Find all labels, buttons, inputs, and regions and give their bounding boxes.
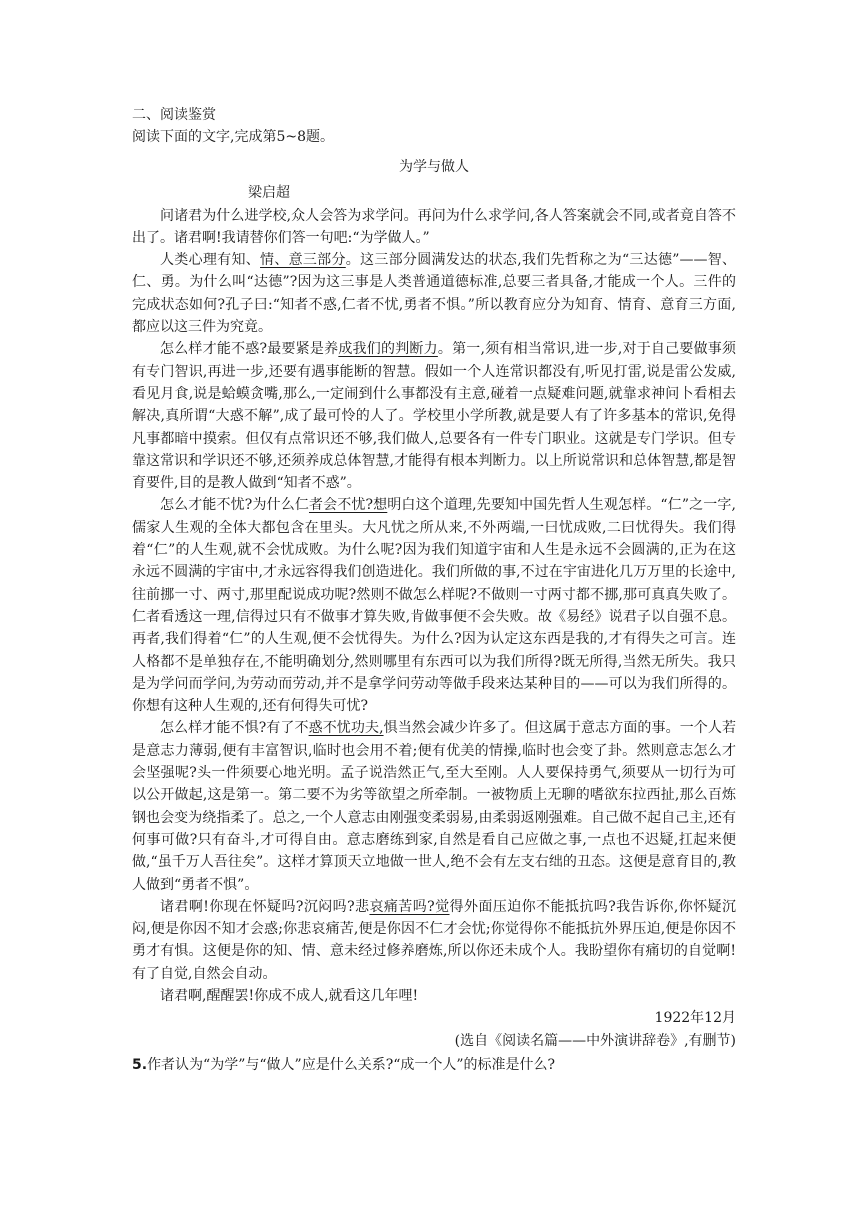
paragraph-3-part-a: 怎么样才能不惑?最要紧是养	[160, 341, 339, 358]
question-text: 作者认为“为学”与“做人”应是什么关系?“成一个人”的标准是什么?	[147, 1057, 556, 1074]
paragraph-4	[132, 494, 736, 717]
paragraph-3	[132, 338, 736, 494]
paragraph-6-part-a: 诸君啊!你现在怀疑吗?沉闷吗?悲	[160, 898, 370, 915]
paragraph-2-part-a: 人类心理有知、	[160, 252, 261, 269]
underlined-phrase: 惑不忧功夫,	[308, 720, 384, 737]
reading-page	[132, 104, 736, 1077]
paragraph-6	[132, 896, 736, 985]
underlined-phrase: 者会不忧?想	[308, 497, 388, 514]
instruction: 阅读下面的文字,完成第5~8题。	[132, 129, 334, 146]
question-number: 5.	[132, 1057, 148, 1074]
paragraph-3-part-b: 。第一,须有相当常识,进一步,对于自己要做事须有专门智识,再进一步,还要有遇事能断的智慧。假如一个人连常识都没有,听见打雷,说是雷公发威,看见月食,说是蛤蟆贪嘴,那么,一定闹到什么事都没有主意,碰着一点疑难问题,就靠求神问卜看相去解决,真所谓“大惑不解”,成了最可怜的人了。学校里小学所教,就是要人有了许多基本的常识,免得凡事都暗中摸索。但仅有点常识还不够,我们做人,总要各有一件专门职业。这就是专门学识。但专靠这常识和学识还不够,还须养成总体智慧,才能得有根本判断力。以上所说常识和总体智慧,都是智育要件,目的是教人做到“知者不惑”。	[132, 341, 737, 492]
paragraph-6-part-b: 得外面压迫你不能抵抗吗?我告诉你,你怀疑沉闷,便是你因不知才会惑;你悲哀痛苦,便是你因不仁才会忧;你觉得你不能抵抗外界压迫,便是你因不勇才有惧。这便是你的知、情、意未经过修养磨炼,所以你还未成个人。我盼望你有痛切的自觉啊!有了自觉,自然会自动。	[132, 898, 736, 982]
paragraph-4-part-a: 怎么才能不忧?为什么仁	[160, 497, 309, 514]
underlined-phrase: 情、意三部分	[260, 252, 346, 269]
paragraph-2	[132, 249, 736, 338]
underlined-phrase: 成我们的判断力	[338, 341, 438, 358]
paragraph-1: 问诸君为什么进学校,众人会答为求学问。再问为什么求学问,各人答案就会不同,或者竟自答不出了。诸君啊!我请替你们答一句吧:“为学做人。”	[132, 207, 736, 246]
question-5	[132, 1054, 736, 1077]
article-source: (选自《阅读名篇——中外演讲辞卷》,有删节)	[454, 1033, 736, 1050]
paragraph-5-part-a: 怎么样才能不惧?有了不	[160, 720, 309, 737]
paragraph-7: 诸君啊,醒醒罢!你成不成人,就看这几年哩!	[160, 987, 419, 1004]
paragraph-5	[132, 717, 736, 895]
article-date: 1922年12月	[654, 1010, 736, 1027]
paragraph-2-part-b: 。这三部分圆满发达的状态,我们先哲称之为“三达德”——智、仁、勇。为什么叫“达德”?因为这三事是人类普通道德标准,总要三者具备,才能成一个人。三件的完成状态如何?孔子曰:“知者不惑,仁者不忧,勇者不惧。”所以教育应分为知育、情育、意育三方面,都应以这三件为究竟。	[132, 252, 737, 336]
article-author: 梁启超	[248, 184, 290, 201]
underlined-phrase: 哀痛苦吗?觉	[369, 898, 450, 915]
paragraph-4-part-b: 明白这个道理,先要知中国先哲人生观怎样。“仁”之一字,儒家人生观的全体大都包含在里头。大凡忧之所从来,不外两端,一曰忧成败,二曰忧得失。我们得着“仁”的人生观,就不会忧成败。为什么呢?因为我们知道宇宙和人生是永远不会圆满的,正为在这永远不圆满的宇宙中,才永远容得我们创造进化。我们所做的事,不过在宇宙进化几万万里的长途中,往前挪一寸、两寸,那里配说成功呢?然则不做怎么样呢?不做则一寸两寸都不挪,那可真真失败了。仁者看透这一理,信得过只有不做事才算失败,肯做事便不会失败。故《易经》说君子以自强不息。再者,我们得着“仁”的人生观,便不会忧得失。为什么?因为认定这东西是我的,才有得失之可言。连人格都不是单独存在,不能明确划分,然则哪里有东西可以为我们所得?既无所得,当然无所失。我只是为学问而学问,为劳动而劳动,并不是拿学问劳动等做手段来达某种目的——可以为我们所得的。你想有这种人生观的,还有何得失可忧?	[132, 497, 736, 715]
article-title: 为学与做人	[399, 158, 469, 175]
paragraph-5-part-b: 惧当然会减少许多了。但这属于意志方面的事。一个人若是意志力薄弱,便有丰富智识,临时也会用不着;便有优美的情操,临时也会变了卦。然则意志怎么才会坚强呢?头一件须要心地光明。孟子说浩然正气,至大至刚。人人要保持勇气,须要从一切行为可以公开做起,这是第一。第二要不为劣等欲望之所牵制。一被物质上无聊的嗜欲东拉西扯,那么百炼钢也会变为绕指柔了。总之,一个人意志由刚强变柔弱易,由柔弱返刚强难。自己做不起自己主,还有何事可做?只有奋斗,才可得自由。意志磨练到家,自然是看自己应做之事,一点也不迟疑,扛起来便做,“虽千万人吾往矣”。这样才算顶天立地做一世人,绝不会有左支右绌的丑态。这便是意育目的,教人做到“勇者不惧”。	[132, 720, 737, 893]
section-heading: 二、阅读鉴赏	[132, 107, 216, 123]
